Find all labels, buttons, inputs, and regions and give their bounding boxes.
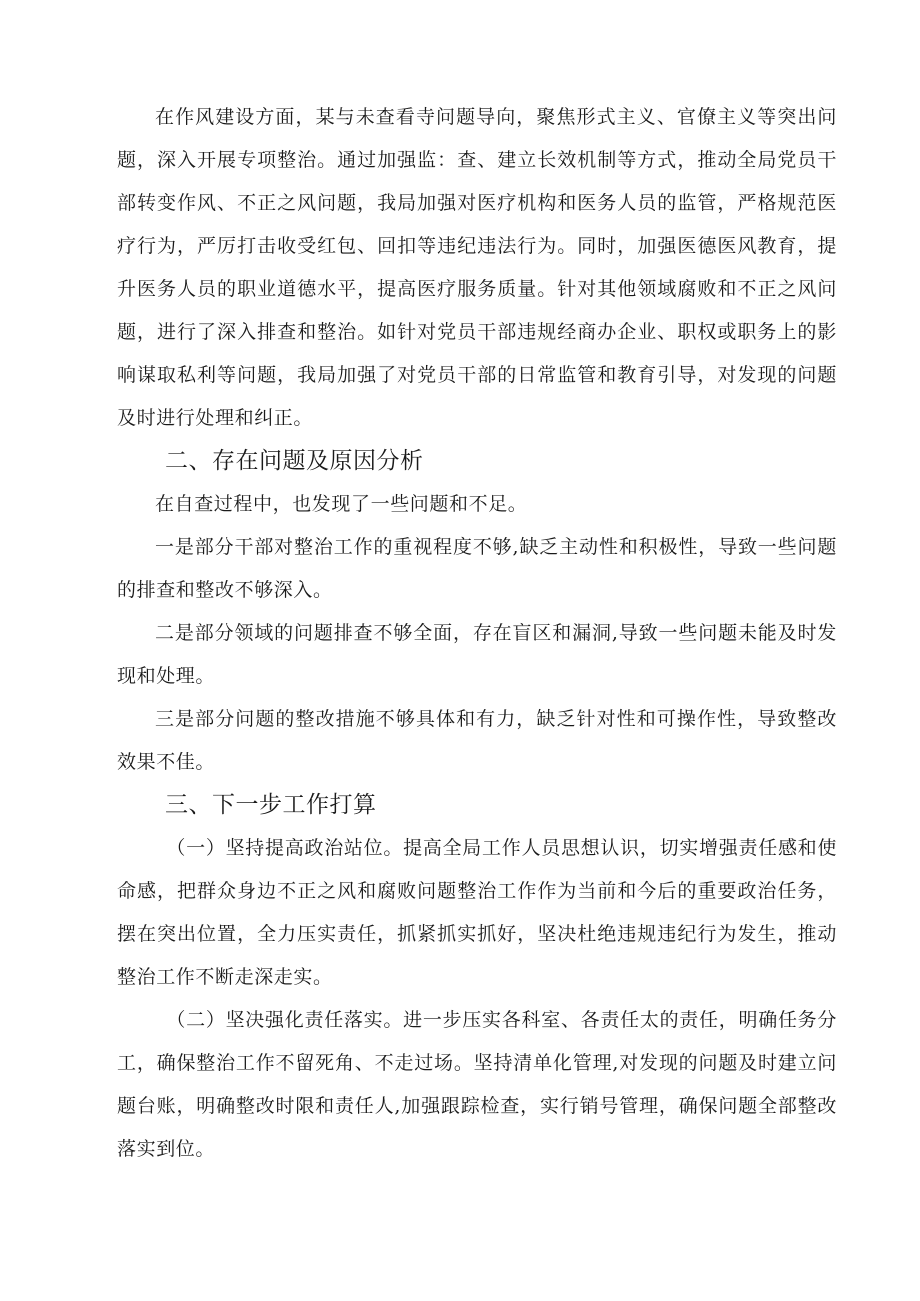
section2-paragraph-3: 二是部分领域的问题排查不够全面，存在盲区和漏洞,导致一些问题未能及时发现和处理。 — [117, 622, 837, 687]
section2-paragraph-4: 三是部分问题的整改措施不够具体和有力，缺乏针对性和可操作性，导致整改效果不佳。 — [117, 708, 837, 773]
section2-paragraph-1: 在自查过程中，也发现了一些问题和不足。 — [155, 493, 528, 515]
section3-paragraph-1: （一）坚持提高政治站位。提高全局工作人员思想认识，切实增强责任感和使命感，把群众身边不正之风和腐败问题整治工作作为当前和今后的重要政治任务，摆在突出位置，全力压实责任，抓紧抓实抓好，坚决杜绝违规违纪行为发生，推动整治工作不断走深走实。 — [117, 837, 837, 988]
document-body — [117, 96, 837, 1171]
section3-paragraph-2: （二）坚决强化责任落实。进一步压实各科室、各责任太的责任，明确任务分工，确保整治工作不留死角、不走过场。坚持清单化管理,对发现的问题及时建立问题台账，明确整改时限和责任人,加强跟踪检查，实行销号管理，确保问题全部整改落实到位。 — [117, 1009, 837, 1160]
section-heading-problems: 二、存在问题及原因分析 — [165, 448, 424, 474]
section-heading-next-steps: 三、下一步工作打算 — [165, 792, 377, 818]
intro-paragraph: 在作风建设方面，某与未查看寺问题导向，聚焦形式主义、官僚主义等突出问题，深入开展专项整治。通过加强监：查、建立长效机制等方式，推动全局党员干部转变作风、不正之风问题，我局加强对医疗机构和医务人员的监管，严格规范医疗行为，严厉打击收受红包、回扣等违纪违法行为。同时，加强医德医风教育，提升医务人员的职业道德水平，提高医疗服务质量。针对其他领域腐败和不正之风问题，进行了深入排查和整治。如针对党员干部违规经商办企业、职权或职务上的影响谋取私利等问题，我局加强了对党员干部的日常监管和教育引导，对发现的问题及时进行处理和纠正。 — [117, 106, 837, 429]
section2-paragraph-2: 一是部分干部对整治工作的重视程度不够,缺乏主动性和积极性，导致一些问题的排查和整改不够深入。 — [117, 536, 837, 601]
